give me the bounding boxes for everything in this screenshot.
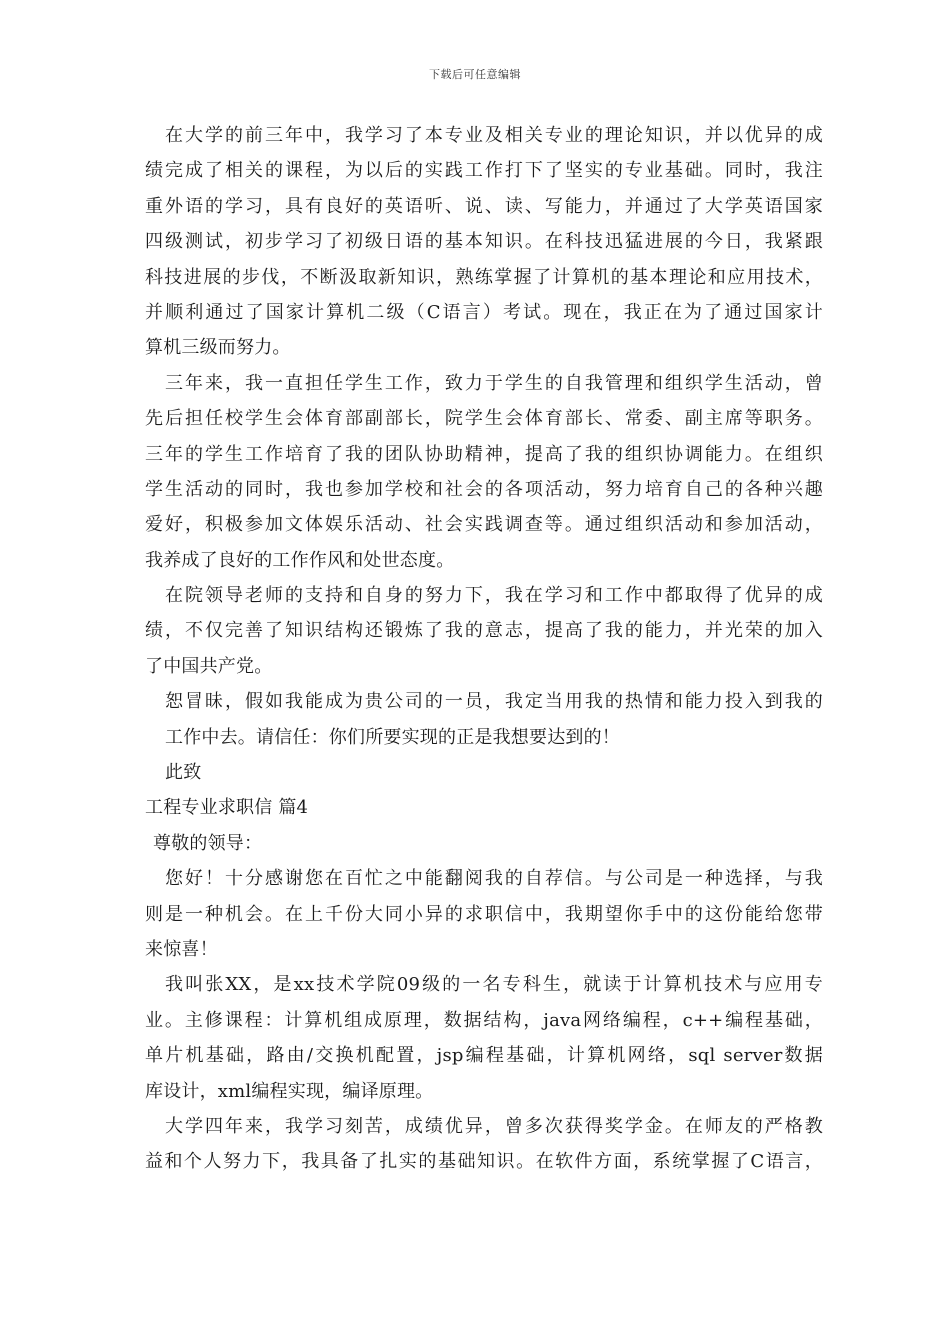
text-line: 算机三级而努力。: [145, 337, 291, 359]
text-line: 绩，不仅完善了知识结构还锻炼了我的意志，提高了我的能力，并光荣的加入: [145, 620, 823, 642]
text-line: 恕冒昧，假如我能成为贵公司的一员，我定当用我的热情和能力投入到我的: [165, 691, 823, 713]
section-heading: 工程专业求职信 篇4: [145, 797, 309, 819]
text-line: 在大学的前三年中，我学习了本专业及相关专业的理论知识，并以优异的成: [165, 125, 823, 146]
text-line: 三年的学生工作培育了我的团队协助精神，提高了我的组织协调能力。在组织: [145, 443, 823, 465]
text-line: 三年来，我一直担任学生工作，致力于学生的自我管理和组织学生活动，曾: [165, 372, 823, 394]
text-line: 来惊喜！: [145, 938, 218, 960]
text-line: 爱好，积极参加文体娱乐活动、社会实践调查等。通过组织活动和参加活动，: [145, 514, 823, 536]
text-line: 在院领导老师的支持和自身的努力下，我在学习和工作中都取得了优异的成: [165, 585, 823, 607]
text-line: 我养成了良好的工作作风和处世态度。: [145, 549, 455, 571]
letter-greeting: 尊敬的领导：: [153, 832, 263, 854]
text-line: 大学四年来，我学习刻苦，成绩优异，曾多次获得奖学金。在师友的严格教: [165, 1115, 823, 1137]
text-line: 并顺利通过了国家计算机二级（C语言）考试。现在，我正在为了通过国家计: [145, 301, 823, 323]
document-body: [145, 118, 823, 1180]
text-line: 我叫张XX，是xx技术学院09级的一名专科生，就读于计算机技术与应用专: [165, 974, 823, 996]
text-line: 库设计，xml编程实现，编译原理。: [145, 1080, 434, 1102]
text-line: 重外语的学习，具有良好的英语听、说、读、写能力，并通过了大学英语国家: [145, 195, 823, 217]
text-line: 工作中去。请信任：你们所要实现的正是我想要达到的！: [165, 726, 620, 748]
text-line: 了中国共产党。: [145, 655, 273, 677]
text-line: 四级测试，初步学习了初级日语的基本知识。在科技迅猛进展的今日，我紧跟: [145, 231, 823, 253]
text-line: 则是一种机会。在上千份大同小异的求职信中，我期望你手中的这份能给您带: [145, 903, 823, 925]
text-line: 您好！十分感谢您在百忙之中能翻阅我的自荐信。与公司是一种选择，与我: [165, 868, 823, 890]
text-line: 学生活动的同时，我也参加学校和社会的各项活动，努力培育自己的各种兴趣: [145, 478, 823, 500]
text-line: 益和个人努力下，我具备了扎实的基础知识。在软件方面，系统掌握了C语言，: [145, 1151, 823, 1173]
text-line: 科技进展的步伐，不断汲取新知识，熟练掌握了计算机的基本理论和应用技术，: [145, 266, 823, 288]
text-line: 单片机基础，路由/交换机配置，jsp编程基础，计算机网络，sql server数据: [145, 1045, 823, 1067]
closing-salutation: 此致: [165, 762, 202, 784]
page-header-note: 下载后可任意编辑: [429, 68, 521, 81]
text-line: 绩完成了相关的课程，为以后的实践工作打下了坚实的专业基础。同时，我注: [145, 160, 823, 182]
text-line: 先后担任校学生会体育部副部长，院学生会体育部长、常委、副主席等职务。: [145, 408, 823, 430]
text-line: 业。主修课程：计算机组成原理，数据结构，java网络编程，c++编程基础，: [145, 1009, 823, 1031]
